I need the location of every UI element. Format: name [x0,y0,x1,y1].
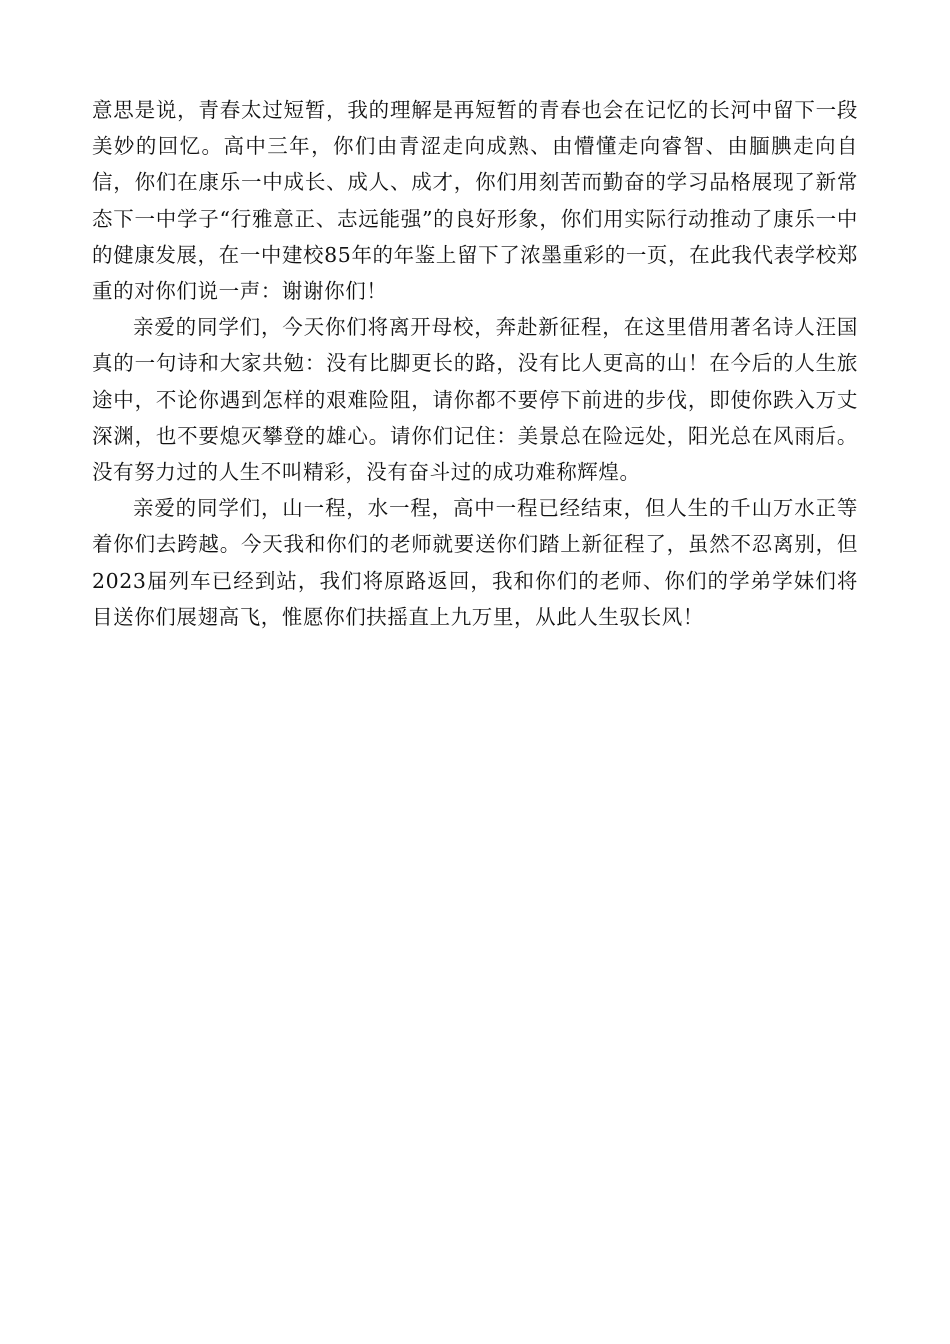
paragraph-continuation: 意思是说，青春太过短暂，我的理解是再短暂的青春也会在记忆的长河中留下一段美妙的回忆。高中三年，你们由青涩走向成熟、由懵懂走向睿智、由腼腆走向自信，你们在康乐一中成长、成人、成才，你们用刻苦而勤奋的学习品格展现了新常态下一中学子“行雅意正、志远能强”的良好形象，你们用实际行动推动了康乐一中的健康发展，在一中建校85年的年鉴上留下了浓墨重彩的一页，在此我代表学校郑重的对你们说一声：谢谢你们！ [92,98,858,304]
document-body [92,92,858,635]
paragraph-farewell: 亲爱的同学们，山一程，水一程，高中一程已经结束，但人生的千山万水正等着你们去跨越。今天我和你们的老师就要送你们踏上新征程了，虽然不忍离别，但2023届列车已经到站，我们将原路返回，我和你们的老师、你们的学弟学妹们将目送你们展翅高飞，惟愿你们扶摇直上九万里，从此人生驭长风！ [92,496,858,629]
paragraph-encouragement: 亲爱的同学们，今天你们将离开母校，奔赴新征程，在这里借用著名诗人汪国真的一句诗和大家共勉：没有比脚更长的路，没有比人更高的山！在今后的人生旅途中，不论你遇到怎样的艰难险阻，请你都不要停下前进的步伐，即使你跌入万丈深渊，也不要熄灭攀登的雄心。请你们记住：美景总在险远处，阳光总在风雨后。没有努力过的人生不叫精彩，没有奋斗过的成功难称辉煌。 [92,315,858,485]
